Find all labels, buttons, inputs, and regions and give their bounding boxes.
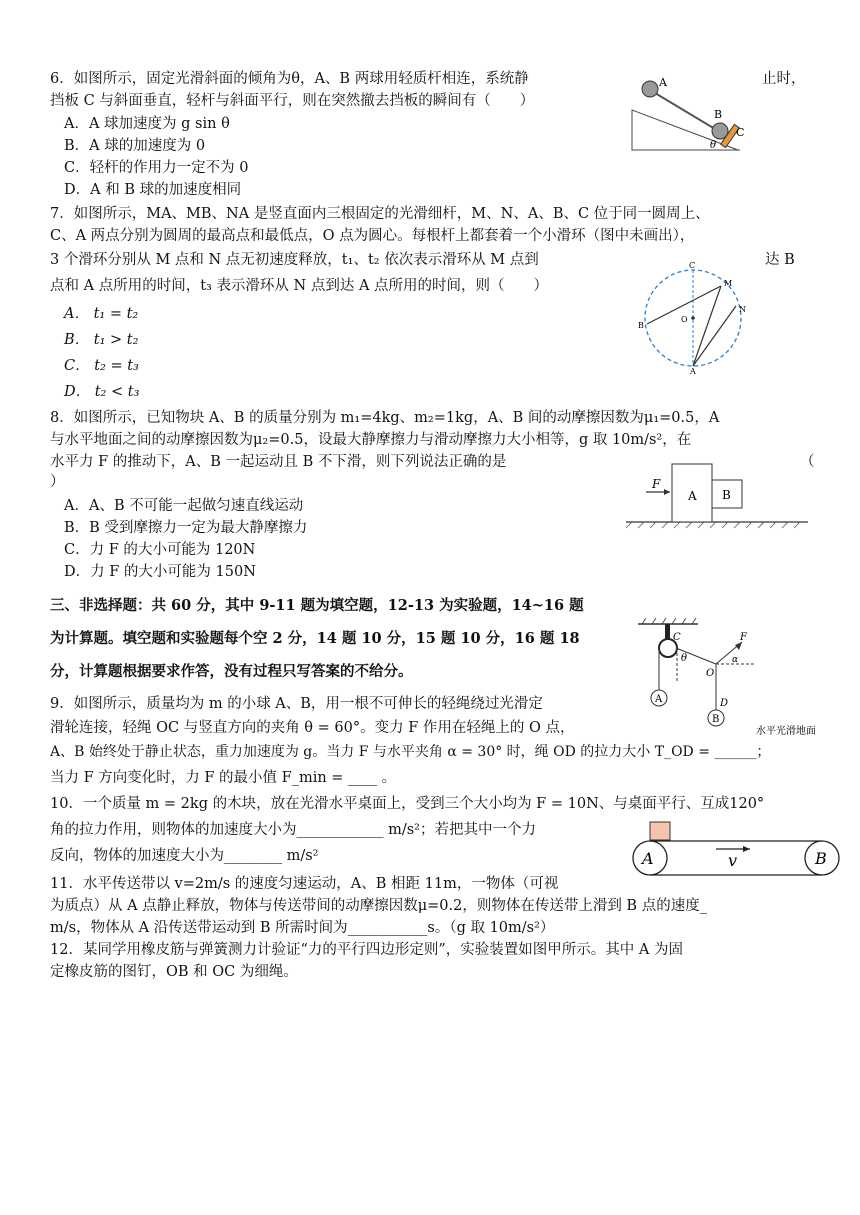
label-m: M — [724, 279, 733, 288]
q8-option-b: B．B 受到摩擦力一定为最大静摩擦力 — [64, 520, 308, 536]
label-c: C — [673, 632, 681, 643]
q11-line-2: 为质点）从 A 点静止释放，物体与传送带间的动摩擦因数μ=0.2，则物体在传送带上滑到 B 点的速度_ — [50, 898, 707, 914]
label-theta: θ — [710, 140, 717, 151]
q11-line-3: m/s，物体从 A 沿传送带运动到 B 所需时间为___________s。（g 取 10m/s²） — [50, 920, 555, 936]
q6-option-a: A．A 球加速度为 g sin θ — [64, 116, 230, 132]
label-a: A — [642, 849, 654, 868]
q7-option-c: C． t₂ = t₃ — [64, 358, 139, 374]
label-f: F — [740, 632, 747, 643]
label-d: D — [720, 698, 729, 709]
q7-line-1: 7．如图所示，MA、MB、NA 是竖直面内三根固定的光滑细杆，M、N、A、B、C 位于同一圆周上、 — [50, 206, 710, 222]
q8-blocks-figure — [622, 458, 812, 530]
q10-line-1: 10．一个质量 m = 2kg 的木块，放在光滑水平桌面上，受到三个大小均为 F = 10N、与桌面平行、互成120° — [50, 796, 765, 812]
label-a: A — [655, 694, 663, 705]
q7-option-a: A． t₁ = t₂ — [64, 306, 139, 322]
label-a: A — [659, 76, 667, 89]
label-o: O — [681, 315, 688, 324]
q8-option-c: C．力 F 的大小可能为 120N — [64, 542, 256, 558]
label-c: C — [736, 126, 745, 139]
label-a: A — [688, 489, 697, 503]
q7-line-2: C、A 两点分别为圆周的最高点和最低点，O 点为圆心。每根杆上都套着一个小滑环（图中未画出）， — [50, 228, 695, 244]
label-o: O — [706, 668, 715, 679]
q8-line-3-tail: （ — [800, 454, 815, 470]
q8-line-1: 8．如图所示，已知物块 A、B 的质量分别为 m₁=4kg、m₂=1kg，A、B 间的动摩擦因数为μ₁=0.5，A — [50, 410, 720, 426]
q12-line-1: 12．某同学用橡皮筋与弹簧测力计验证“力的平行四边形定则”，实验装置如图甲所示。其中 A 为固 — [50, 942, 683, 958]
q6-option-c: C．轻杆的作用力一定不为 0 — [64, 160, 249, 176]
q8-line-4: ） — [50, 474, 65, 490]
q9-line-4: 当力 F 方向变化时，力 F 的最小值 F_min = ____ 。 — [50, 770, 397, 786]
label-b: B — [722, 488, 731, 502]
q10-line-2: 角的拉力作用，则物体的加速度大小为____________ m/s²；若把其中一个力 — [50, 822, 536, 838]
q8-option-d: D．力 F 的大小可能为 150N — [64, 564, 256, 580]
q12-line-2: 定橡皮筋的图钉，OB 和 OC 为细绳。 — [50, 964, 298, 980]
q11-line-1: 11．水平传送带以 v=2m/s 的速度匀速运动，A、B 相距 11m，一物体（可视 — [50, 876, 559, 892]
q10-conveyor-figure — [630, 820, 844, 878]
label-c: C — [689, 262, 696, 270]
q7-line-4: 点和 A 点所用的时间，t₃ 表示滑环从 N 点到达 A 点所用的时间，则（ ） — [50, 278, 549, 294]
q10-line-3: 反向，物体的加速度大小为________ m/s² — [50, 848, 319, 864]
label-v: v — [728, 851, 738, 870]
q9-line-1: 9．如图所示，质量均为 m 的小球 A、B，用一根不可伸长的轻绳绕过光滑定 — [50, 696, 543, 712]
q8-line-3: 水平力 F 的推动下，A、B 一起运动且 B 不下滑，则下列说法正确的是 — [50, 454, 507, 470]
q7-line-3-tail: 达 B — [765, 252, 795, 268]
q6-option-b: B．A 球的加速度为 0 — [64, 138, 206, 154]
q7-circle-figure — [635, 262, 755, 374]
q7-line-3: 3 个滑环分别从 M 点和 N 点无初速度释放，t₁、t₂ 依次表示滑环从 M 点到 — [50, 252, 539, 268]
q6-incline-figure — [628, 72, 746, 154]
label-n: N — [739, 305, 746, 314]
section3-line-2: 为计算题。填空题和实验题每个空 2 分，14 题 10 分，15 题 10 分，16 题 18 — [50, 630, 580, 647]
q9-pulley-figure — [632, 618, 842, 742]
label-theta: θ — [681, 653, 688, 664]
label-b: B — [714, 108, 723, 121]
cargo-block — [650, 822, 670, 840]
label-a: A — [690, 367, 696, 374]
q6-line-1-tail: 止时， — [762, 71, 806, 87]
ball-a — [642, 81, 658, 97]
label-b: B — [638, 321, 644, 330]
label-alpha: α — [732, 655, 739, 665]
label-b: B — [712, 714, 720, 725]
q6-line-2: 挡板 C 与斜面垂直，轻杆与斜面平行，则在突然撤去挡板的瞬间有（ ） — [50, 93, 535, 109]
q9-line-2: 滑轮连接，轻绳 OC 与竖直方向的夹角 θ = 60°。变力 F 作用在轻绳上的 O 点， — [50, 720, 575, 736]
q7-option-b: B． t₁ > t₂ — [64, 332, 139, 348]
q8-option-a: A．A、B 不可能一起做匀速直线运动 — [64, 498, 304, 514]
q7-option-d: D． t₂ < t₃ — [64, 384, 140, 400]
label-f: F — [652, 477, 661, 491]
q6-line-1: 6．如图所示，固定光滑斜面的倾角为θ，A、B 两球用轻质杆相连，系统静 — [50, 71, 529, 87]
label-b: B — [815, 849, 827, 868]
label-floor: 水平光滑地面 — [756, 726, 816, 737]
section3-line-1: 三、非选择题：共 60 分，其中 9-11 题为填空题，12-13 为实验题，14~16 题 — [50, 597, 584, 614]
q8-line-2: 与水平地面之间的动摩擦因数为μ₂=0.5，设最大静摩擦力与滑动摩擦力大小相等，g 取 10m/s²，在 — [50, 432, 692, 448]
section3-line-3: 分，计算题根据要求作答，没有过程只写答案的不给分。 — [50, 663, 413, 680]
q9-line-3: A、B 始终处于静止状态，重力加速度为 g。当力 F 与水平夹角 α = 30° 时，绳 OD 的拉力大小 T_OD = ______； — [50, 744, 771, 760]
q6-option-d: D．A 和 B 球的加速度相同 — [64, 182, 242, 198]
